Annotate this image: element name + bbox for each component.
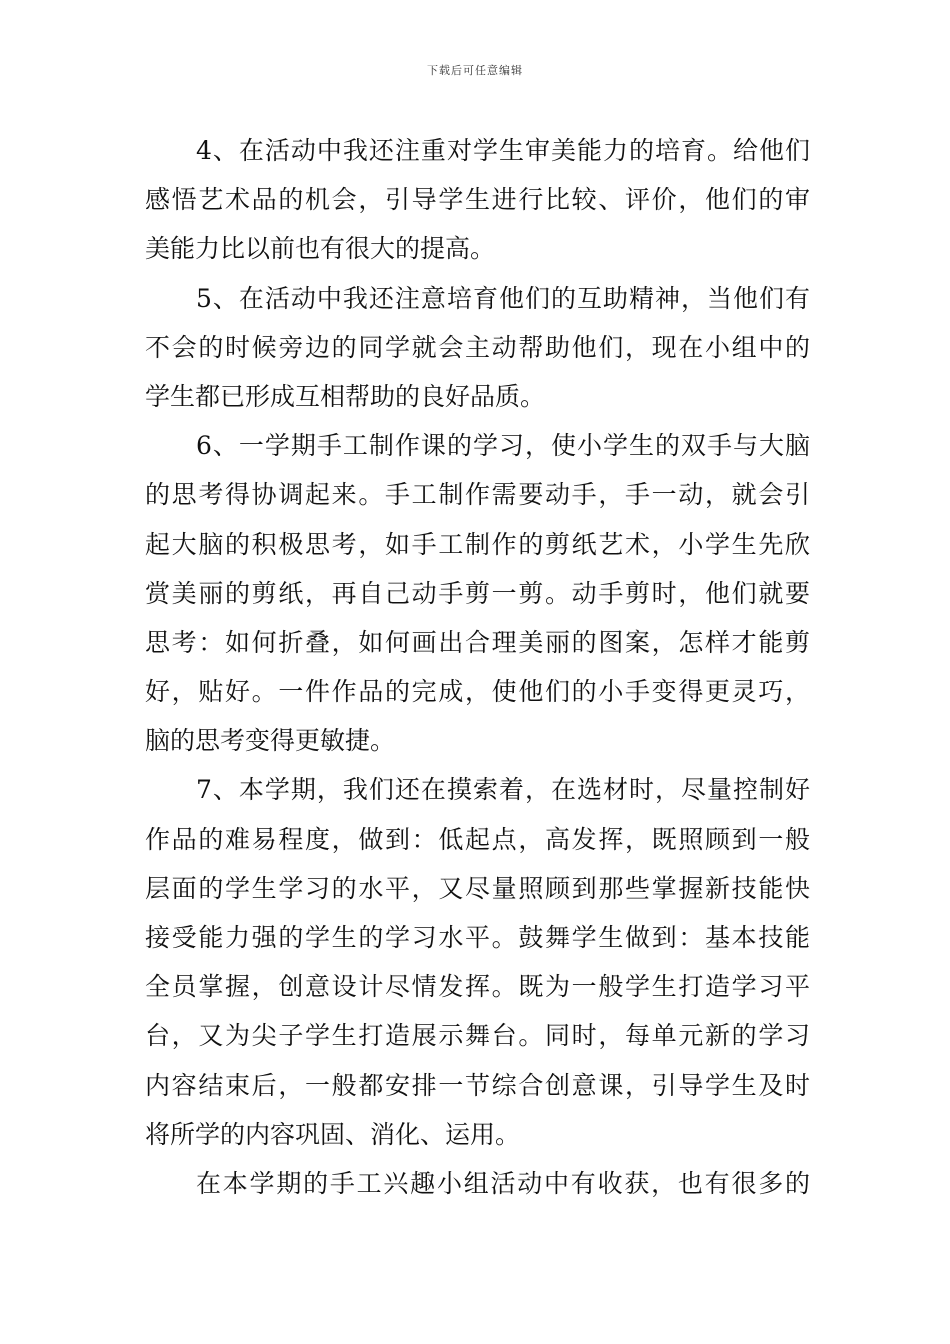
- text-line: 将所学的内容巩固、消化、运用。: [145, 1119, 521, 1149]
- text-line: 7、本学期，我们还在摸索着，在选材时，尽量控制好: [196, 775, 810, 805]
- page-header: 下载后可任意编辑: [427, 64, 523, 77]
- text-line: 层面的学生学习的水平，又尽量照顾到那些掌握新技能快: [145, 873, 810, 903]
- text-line: 好，贴好。一件作品的完成，使他们的小手变得更灵巧，: [145, 677, 810, 707]
- text-line: 5、在活动中我还注意培育他们的互助精神，当他们有: [196, 283, 810, 313]
- text-line: 的思考得协调起来。手工制作需要动手，手一动，就会引: [145, 480, 810, 510]
- paragraph-closing: [145, 1159, 810, 1208]
- text-line: 6、一学期手工制作课的学习，使小学生的双手与大脑: [196, 431, 810, 461]
- paragraph-4: [145, 126, 810, 274]
- text-line: 内容结束后，一般都安排一节综合创意课，引导学生及时: [145, 1070, 810, 1100]
- text-line: 学生都已形成互相帮助的良好品质。: [145, 381, 546, 411]
- text-line: 不会的时候旁边的同学就会主动帮助他们，现在小组中的: [145, 332, 810, 362]
- paragraph-6: [145, 421, 810, 765]
- text-line: 脑的思考变得更敏捷。: [145, 726, 396, 756]
- paragraph-7: [145, 765, 810, 1159]
- text-line: 接受能力强的学生的学习水平。鼓舞学生做到：基本技能: [145, 923, 810, 952]
- paragraph-5: [145, 274, 810, 422]
- text-line: 4、在活动中我还注重对学生审美能力的培育。给他们: [196, 136, 810, 165]
- text-line: 感悟艺术品的机会，引导学生进行比较、评价，他们的审: [145, 185, 810, 215]
- text-line: 台，又为尖子学生打造展示舞台。同时，每单元新的学习: [145, 1021, 810, 1051]
- text-line: 在本学期的手工兴趣小组活动中有收获，也有很多的: [196, 1168, 810, 1198]
- text-line: 起大脑的积极思考，如手工制作的剪纸艺术，小学生先欣: [145, 529, 810, 559]
- text-line: 全员掌握，创意设计尽情发挥。既为一般学生打造学习平: [145, 972, 810, 1002]
- text-line: 作品的难易程度，做到：低起点，高发挥，既照顾到一般: [145, 824, 810, 854]
- text-line: 思考：如何折叠，如何画出合理美丽的图案，怎样才能剪: [145, 627, 810, 657]
- document-body: [145, 126, 810, 1208]
- text-line: 赏美丽的剪纸，再自己动手剪一剪。动手剪时，他们就要: [145, 578, 810, 608]
- text-line: 美能力比以前也有很大的提高。: [145, 234, 496, 264]
